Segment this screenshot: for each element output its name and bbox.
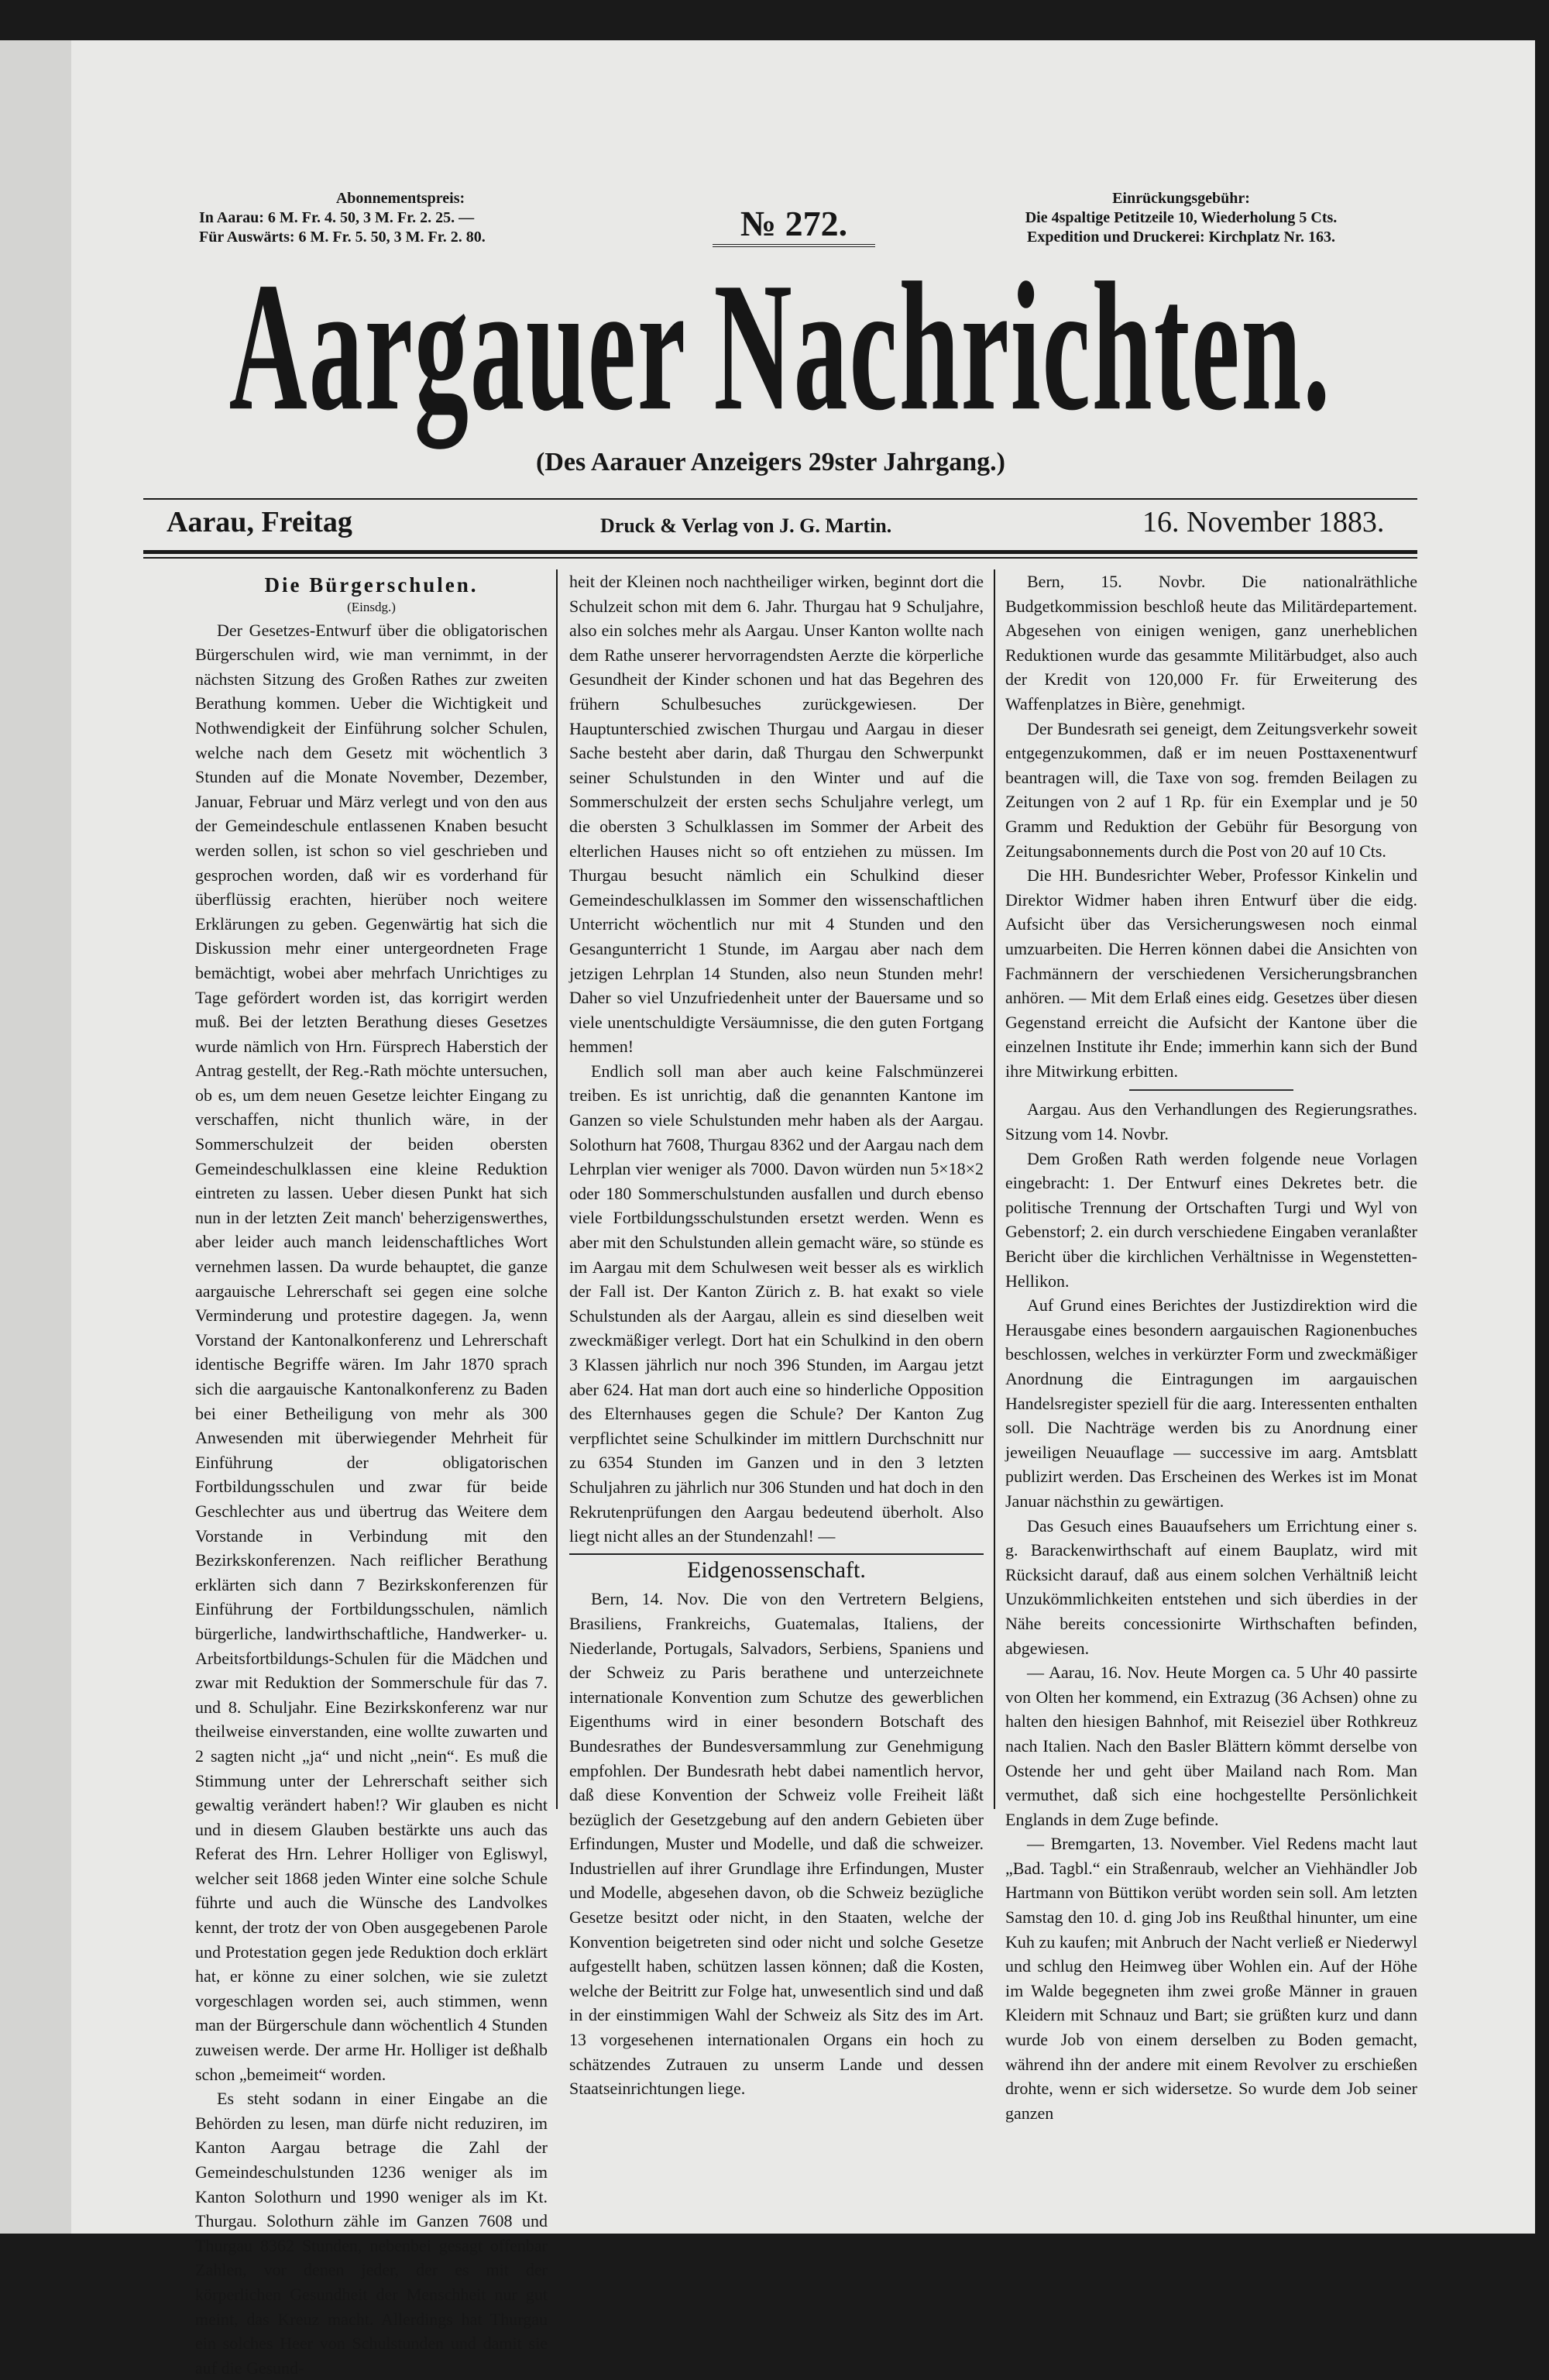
column-divider [994,569,995,1809]
subscription-title: Abonnementspreis: [335,190,465,207]
divider [143,498,1417,500]
article-title: Die Bürgerschulen. [264,573,479,597]
masthead: Aargauer Nachrichten. [228,245,1332,449]
advertising-line: Expedition und Druckerei: Kirchplatz Nr. 163. [1027,229,1335,246]
paragraph: Endlich soll man aber auch keine Falschmünzerei treiben. Es ist unrichtig, daß die genannten Kantone im Ganzen so viele Schulstunden mehr haben als der Aargau. Solothurn hat 7608, Thurgau 8362 und der Aargau nach dem Lehrplan vier weniger als 7000. Davon würden nun 5×18×2 oder 180 Sommerschulstunden ausfallen und durch ebenso viele Fortbildungsschulstunden ersetzt werden. Wenn es aber mit den Schulstunden allein gemacht wäre, so stünde es im Aargau mit dem Schulwesen weit besser als es wirklich der Fall ist. Der Kanton Zürich z. B. hat exakt so viele Schulstunden als der Aargau, allein es sind dieselben weit zweckmäßiger verlegt. Dort hat ein Schulkind in den obern 3 Klassen jährlich nur noch 396 Stunden, im Aargau jetzt aber 624. Hat man dort auch eine so hinderliche Opposition des Elternhauses gegen die Schule? Der Kanton Zug verpflichtet seine Schulkinder im mittlern Durchschnitt nur zu 6354 Stunden im Ganzen und in den 3 letzten Schuljahren zu jährlich nur 306 Stunden und hat doch in den Rekrutenprüfungen den Aargau bedeutend überholt. Also liegt nicht alles an der Stundenzahl! — [569,1061,984,1546]
paragraph: Bern, 15. Novbr. Die nationalräthliche Budgetkommission beschloß heute das Militärdepartement. Abgesehen von einigen wenigen, ganz unerheblichen Reduktionen wurde das gesammte Militärbudget, also auch der Kredit von 120,000 Fr. für Erweiterung des Waffenplatzes in Bière, genehmigt. [1005,572,1417,714]
divider [143,557,1417,559]
advertising-title: Einrückungsgebühr: [1112,190,1250,207]
advertising-info [999,189,1363,247]
paragraph: Die HH. Bundesrichter Weber, Professor Kinkelin und Direktor Widmer haben ihren Entwurf über die eidg. Aufsicht über das Versicherungswesen noch einmal umzuarbeiten. Die Herren können dabei die Ansichten von Fachmännern der verschiedenen Versicherungsbranchen anhören. — Mit dem Erlaß eines eidg. Gesetzes über diesen Gegenstand erreicht die Aufsicht der Kantone über die einzelnen Institute ihr Ende; immerhin kann sich der Bund ihre Mitwirkung erbitten. [1005,865,1417,1081]
advertising-line: Die 4spaltige Petitzeile 10, Wiederholung 5 Cts. [1025,209,1338,226]
paragraph: — Aarau, 16. Nov. Heute Morgen ca. 5 Uhr 40 passirte von Olten her kommend, ein Extrazug (36 Achsen) ohne zu halten den hiesigen Bahnhof, mit Reiseziel über Rothkreuz nach Italien. Nach den Basler Blättern kömmt derselbe von Ostende her und geht über Mailand nach Rom. Man vermuthet, daß sich eine hochgestellte Persönlichkeit Englands in dem Zuge befinde. [1005,1663,1417,1829]
paragraph: Das Gesuch eines Bauaufsehers um Errichtung einer s. g. Barackenwirthschaft auf einem Bauplatz, wird mit Rücksicht darauf, daß aus einem solchen Verhältniß leicht Unzukömmlichkeiten entstehen und sich überdies in der Nähe bereits concessionirte Wirthschaften befinden, abgewiesen. [1005,1515,1417,1658]
subscription-info [199,189,602,247]
paragraph: Bern, 14. Nov. Die von den Vertretern Belgiens, Brasiliens, Frankreichs, Guatemalas, Italiens, der Niederlande, Portugals, Salvadors, Serbiens, Spaniens und der Schweiz zu Paris berathene und unterzeichnete internationale Konvention zum Schutze des gewerblichen Eigenthums wird in einer besondern Botschaft des Bundesrathes der Bundesversammlung zur Genehmigung empfohlen. Der Bundesrath hebt dabei namentlich hervor, daß diese Konvention der Schweiz volle Freiheit läßt bezüglich der Gesetzgebung auf den andern Gebieten über Erfindungen, Muster und Modelle, und daß die schweizer. Industriellen auf ihrer Grundlage ihre Erfindungen, Muster und Modelle, abgesehen davon, ob die Schweiz bezügliche Gesetze besitzt oder nicht, in den Staaten, welche der Konvention beigetreten sind oder nicht und solche Gesetze aufgestellt haben, schützen lassen können; daß die Kosten, welche der Beitritt zur Folge hat, unwesentlich sind und daß in der einstimmigen Wahl der Schweiz als Sitz des im Art. 13 vorgesehenen internationalen Organs ein hoch zu schätzendes Zutrauen zu unserm Lande und dessen Staatseinrichtungen liege. [569,1589,984,2099]
column-1 [195,573,548,2380]
subscription-line: In Aarau: 6 M. Fr. 4. 50, 3 M. Fr. 2. 25. — [199,209,475,226]
masthead-subtitle: (Des Aarauer Anzeigers 29ster Jahrgang.) [536,448,1005,476]
article-note: (Einsdg.) [347,599,396,614]
paragraph: Der Bundesrath sei geneigt, dem Zeitungsverkehr soweit entgegenzukommen, daß er im neuen Posttaxenentwurf beantragen will, die Taxe von sog. fremden Beilagen zu Zeitungen von 2 auf 1 Rp. für ein Exemplar und je 50 Gramm und Reduktion der Gebühr für Besorgung von Zeitungsabonnements durch die Post von 20 auf 10 Cts. [1005,718,1417,861]
publisher: Druck & Verlag von J. G. Martin. [600,514,892,537]
paragraph: — Bremgarten, 13. November. Viel Redens macht laut „Bad. Tagbl.“ ein Straßenraub, welcher an Viehhändler Job Hartmann von Büttikon verübt worden sein soll. Am letzten Samstag den 10. d. ging Job ins Reußthal hinunter, um eine Kuh zu kaufen; mit Anbruch der Nacht verließ er Niederwyl und schlug den Heimweg über Wohlen ein. Auf der Höhe im Walde begegneten ihm zwei große Männer in grauen Kleidern mit Schnauz und Bart; sie grüßten kurz und dann wurde Job von einem derselben zu Boden gemacht, während ihn der andere mit einem Revolver zu erschießen drohte, wenn er sich widersetze. So wurde dem Job seiner ganzen [1005,1834,1417,2123]
issue-number: № 272. [713,203,875,247]
section-title: Eidgenossenschaft. [569,1553,984,1583]
divider [1129,1089,1294,1091]
issue-date: 16. November 1883. [1142,506,1385,538]
column-3 [1005,569,1417,2125]
column-divider [556,569,558,1809]
column-2 [569,569,984,2101]
paragraph: Es steht sodann in einer Eingabe an die Behörden zu lesen, man dürfe nicht reduziren, im Kanton Aargau betrage die Zahl der Gemeindeschulstunden 1236 weniger als im Kanton Solothurn und 1990 weniger als im Kt. Thurgau. Solothurn zähle im Ganzen 7608 und Thurgau 8362 Stunden, nebenbei gesagt offenbar Zahlen, vor denen jeder, der es mit der körperlichen Gesundheit der Menschheit nur gut meint, das Kreuz macht. Allerdings hat Thurgau ein solches Heer von Schulstunden und damit sie auf die Gesund- [195,2089,548,2378]
paragraph: Aargau. Aus den Verhandlungen des Regierungsrathes. Sitzung vom 14. Novbr. [1005,1099,1417,1144]
divider [143,550,1417,554]
subscription-line: Für Auswärts: 6 M. Fr. 5. 50, 3 M. Fr. 2. 80. [199,229,486,246]
paragraph: heit der Kleinen noch nachtheiliger wirken, beginnt dort die Schulzeit schon mit dem 6. Jahr. Thurgau hat 9 Schuljahre, also ein solches mehr als Aargau. Unser Kanton wollte nach dem Rathe unserer hervorragendsten Aerzte die körperliche Gesundheit der Kinder schonen und hat das Begehren des frühern Schulbesuches zurückgewiesen. Der Hauptunterschied zwischen Thurgau und Aargau in dieser Sache besteht aber darin, daß Thurgau den Schwerpunkt seiner Schulstunden in den Winter und auf die Sommerschulzeit der ersten sechs Schuljahre verlegt, um die obersten 3 Schulklassen im Sommer der Arbeit des elterlichen Hauses nicht so oft entziehen zu müssen. Im Thurgau besucht nämlich ein Schulkind dieser Gemeindeschulklassen im Sommer den wissenschaftlichen Unterricht wöchentlich nur mit 4 Stunden und den Gesangunterricht 1 Stunde, im Aargau aber nach dem jetzigen Lehrplan 14 Stunden, also neun Stunden mehr! Daher so viel Unzufriedenheit unter der Bauersame und so viele unentschuldigte Versäumnisse, die den guten Fortgang hemmen! [569,572,984,1057]
paragraph: Auf Grund eines Berichtes der Justizdirektion wird die Herausgabe eines besondern aargauischen Ragionenbuches beschlossen, welches in verkürzter Form und zweckmäßiger Anordnung die Eintragungen im aargauischen Handelsregister speziell für die aarg. Interessenten enthalten soll. Die Nachträge werden bis zu Anordnung einer jeweiligen Neuauflage — successive im aarg. Amtsblatt publizirt werden. Das Erscheinen des Werkes ist im Monat Januar nächsthin zu gewärtigen. [1005,1295,1417,1511]
facing-page-edge [0,40,74,2234]
paragraph: Der Gesetzes-Entwurf über die obligatorischen Bürgerschulen wird, wie man vernimmt, in der nächsten Sitzung des Großen Rathes zur zweiten Berathung kommen. Ueber die Wichtigkeit und Nothwendigkeit der Einführung solcher Schulen, welche nach dem Gesetz mit wöchentlich 3 Stunden auf die Monate November, Dezember, Januar, Februar und März verlegt und von den aus der Gemeindeschule entlassenen Knaben besucht werden sollen, ist schon so viel geschrieben und gesprochen worden, daß wir es vorderhand für überflüssig erachten, hierüber noch weitere Erklärungen zu geben. Gegenwärtig hat sich die Diskussion mehr einer untergeordneten Frage bemächtigt, wobei aber mehrfach Unrichtiges zu Tage gefördert worden ist, das korrigirt werden muß. Bei der letzten Berathung dieses Gesetzes wurde nämlich von Hrn. Fürsprech Haberstich der Antrag gestellt, der Reg.-Rath möchte untersuchen, ob es, um dem neuen Gesetze leichter Eingang zu verschaffen, nicht thunlich wäre, in der Sommerschulzeit der beiden obersten Gemeindeschulklassen eine kleine Reduktion eintreten zu lassen. Ueber diesen Punkt hat sich nun in der letzten Zeit manch' beherzigenswerthes, aber leider auch manch leidenschaftliches Wort vernehmen lassen. Da wurde behauptet, die ganze aargauische Lehrerschaft sei gegen eine solche Verminderung und protestire dagegen. Ja, wenn Vorstand der Kantonalkonferenz und Lehrerschaft identische Begriffe wären. Im Jahr 1870 sprach sich die aargauische Kantonalkonferenz zu Baden bei einer Betheiligung von mehr als 300 Anwesenden mit überwiegender Mehrheit für Einführung der obligatorischen Fortbildungsschulen und zwar für beide Geschlechter aus und übertrug das Weitere dem Vorstande in Verbindung mit den Bezirkskonferenzen. Nach reiflicher Berathung erklärten sich dann 7 Bezirkskonferenzen für Einführung der Fortbildungsschulen, nämlich bürgerliche, landwirthschaftliche, Handwerker- u. Arbeitsfortbildungs-Schulen für die Mädchen und zwar mit Reduktion der Sommerschule für das 7. und 8. Schuljahr. Eine Bezirkskonferenz war nur theilweise einverstanden, eine wollte zuwarten und 2 sagten nicht „ja“ und nicht „nein“. Es muß die Stimmung unter der Lehrerschaft seither sich gewaltig verändert haben!? Wir glauben es nicht und in diesem Glauben bestärkte uns auch das Referat des Hrn. Lehrer Holliger von Egliswyl, welcher seit 1868 jeden Winter eine solche Schule führte und auch die Wünsche des Landvolkes kennt, der trotz der von Oben ausgegebenen Parole und Protestation gegen jede Reduktion doch erklärt hat, er könne zu einer solchen, wie sie zuletzt vorgeschlagen worden sei, auch stimmen, wenn man der Bürgerschule dann wöchentlich 4 Stunden zuweisen werde. Der arme Hr. Holliger ist deßhalb schon „bemeimeit“ worden. [195,620,548,2084]
paragraph: Dem Großen Rath werden folgende neue Vorlagen eingebracht: 1. Der Entwurf eines Dekretes betr. die politische Trennung der Ortschaften Turgi und Wyl von Gebenstorf; 2. ein durch verschiedene Eingaben veranlaßter Bericht über die kirchlichen Verhältnisse in Wegenstetten-Hellikon. [1005,1148,1417,1291]
place-day: Aarau, Freitag [167,506,352,538]
